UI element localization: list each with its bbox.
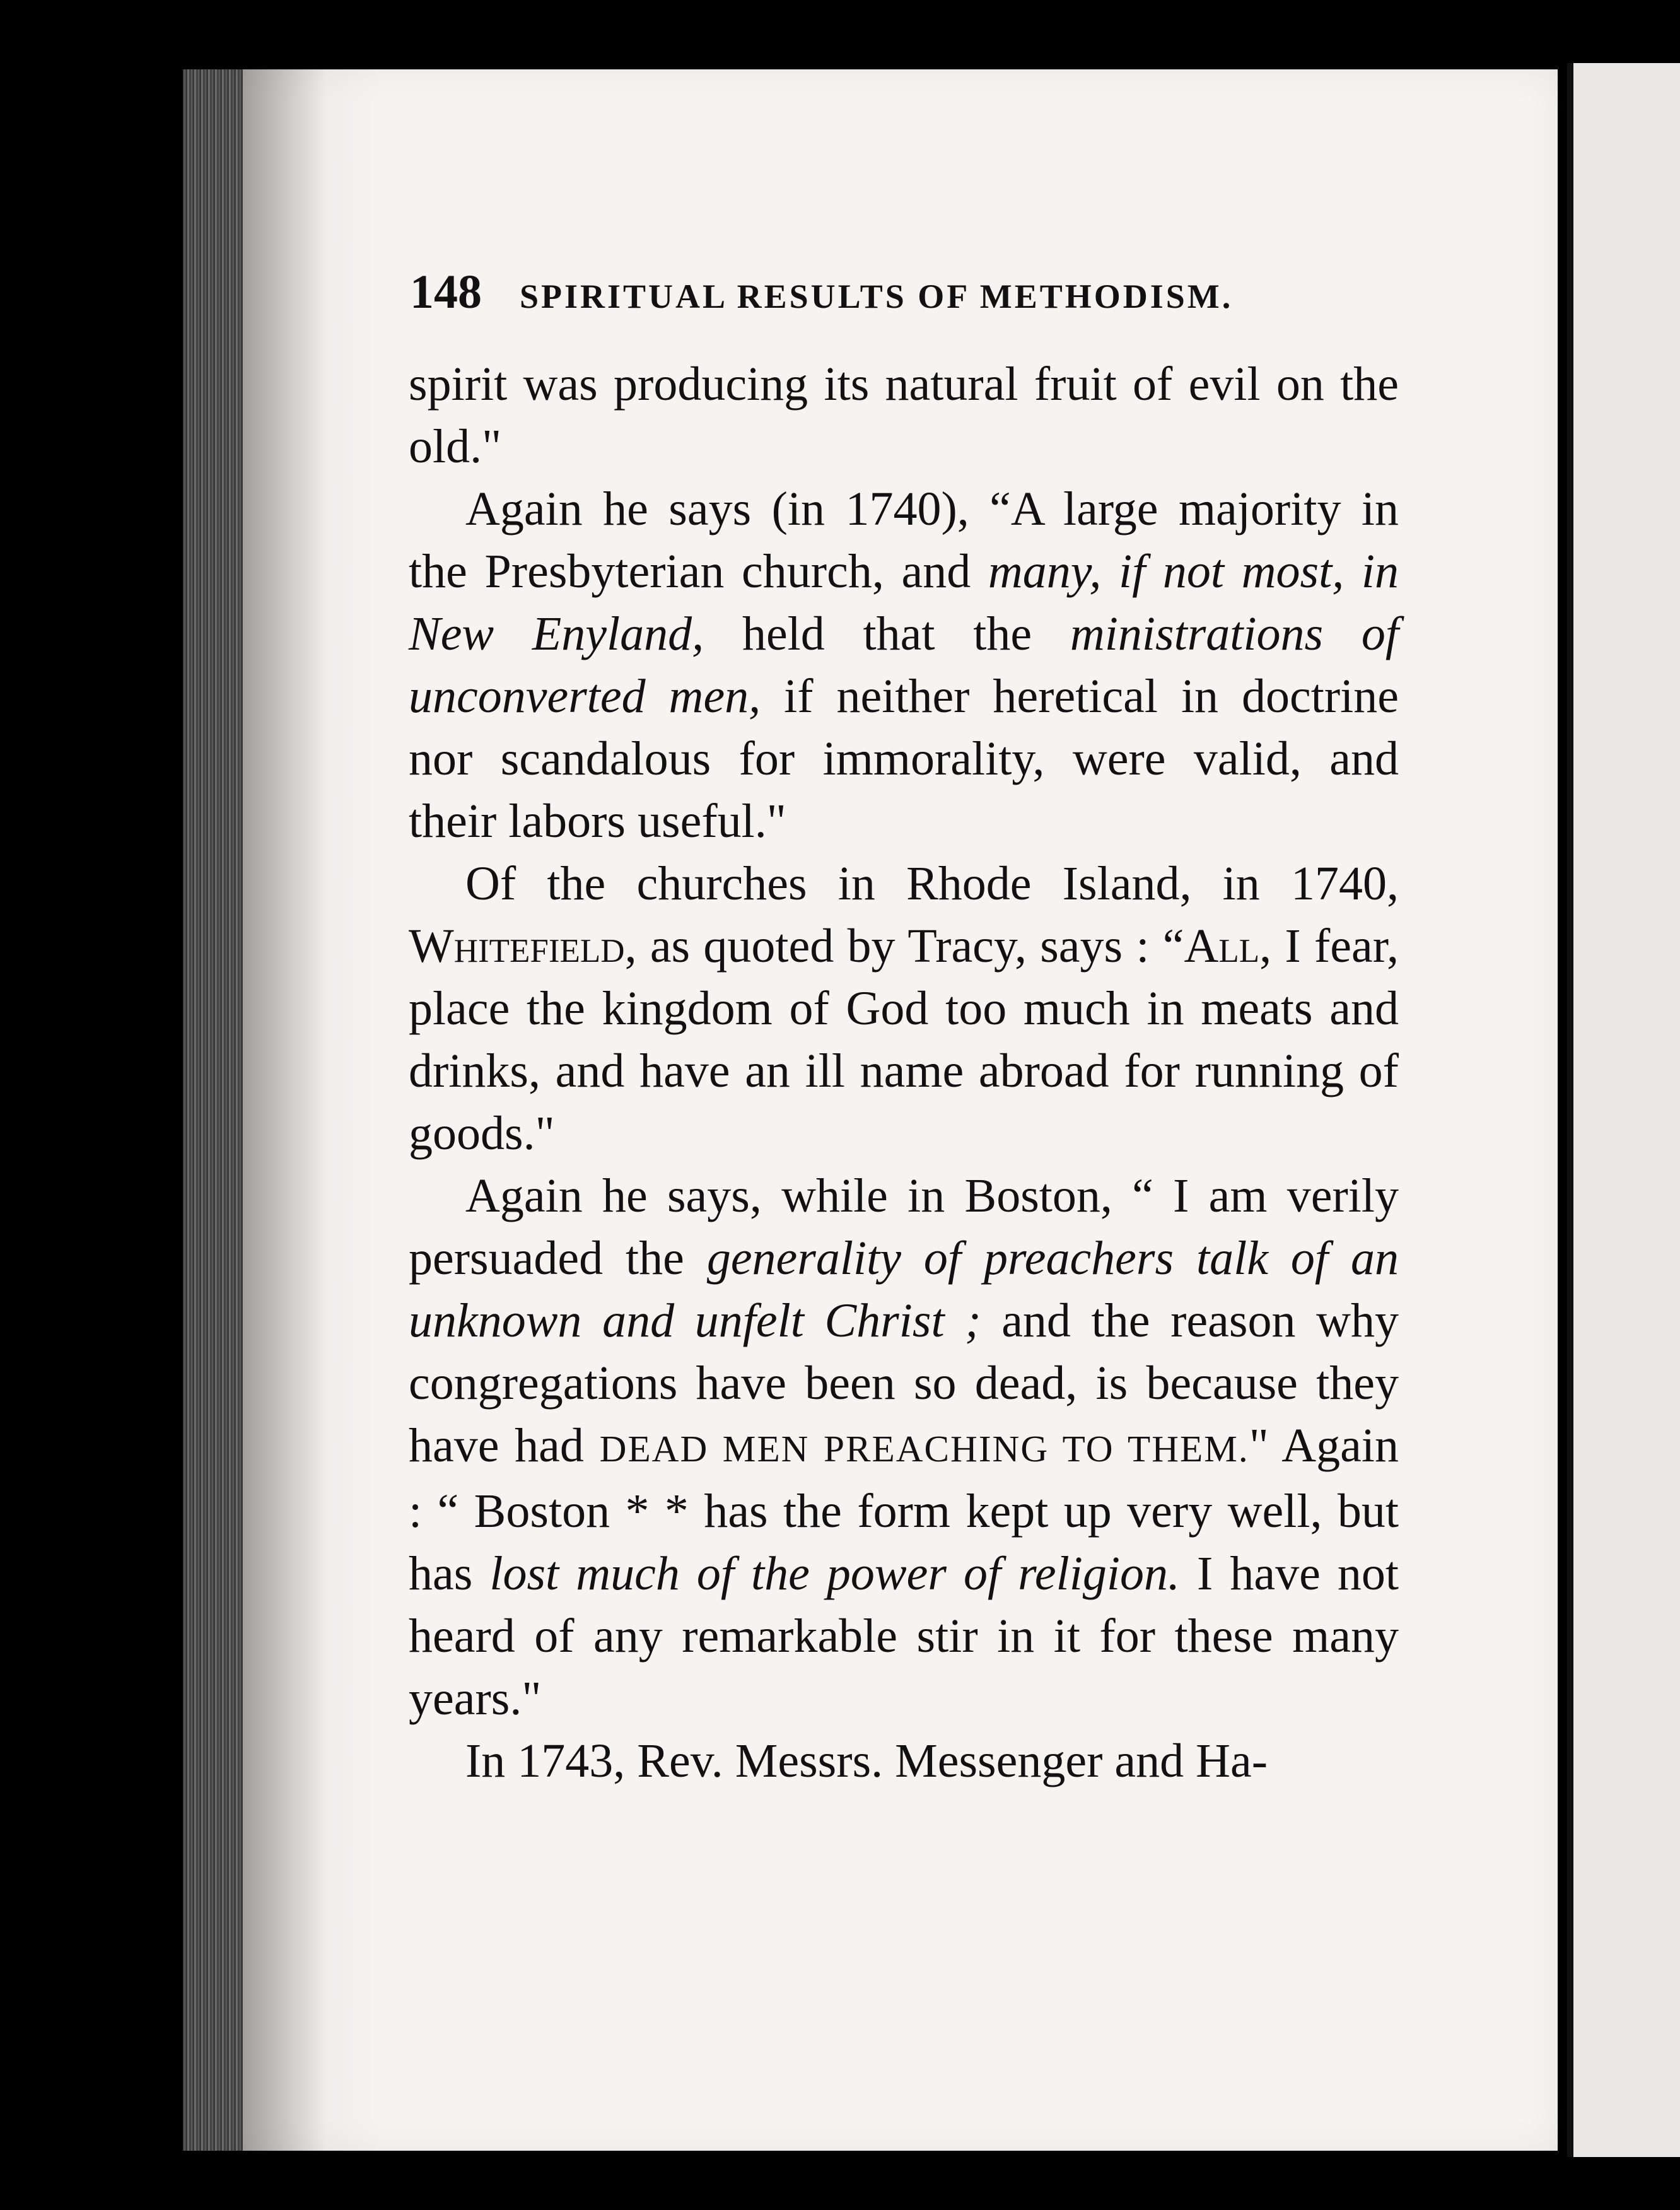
text-run: " Again : “ Boston * * has the form kept up very well, but has <box>409 1419 1399 1600</box>
paragraph-3 <box>409 853 1399 1165</box>
caps-run: DEAD MEN PREACHING TO THEM. <box>599 1428 1249 1470</box>
small-caps-run: Whitefield <box>409 920 625 973</box>
page-number: 148 <box>410 266 482 319</box>
facing-page-edge <box>1567 63 1680 2157</box>
italic-run: many, if not most, in New Enyland, <box>409 545 1399 660</box>
text-run: spirit was producing its natural fruit of evil on the old." <box>409 358 1399 473</box>
italic-run: ministrations of unconverted men, <box>409 607 1399 723</box>
italic-run: generality of preachers talk of an unknown and unfelt Christ ; <box>409 1232 1399 1347</box>
paragraph-2 <box>409 478 1399 853</box>
italic-run: lost much of the power of religion. <box>489 1547 1180 1600</box>
text-run: if neither heretical in doctrine nor scandalous for immorality, were valid, and their labors useful." <box>409 670 1399 848</box>
text-run: I have not heard of any remarkable stir in it for these many years." <box>409 1547 1399 1725</box>
gutter-shadow <box>243 69 382 2151</box>
text-run: Of the churches in Rhode Island, in 1740, <box>465 857 1399 910</box>
text-run: , I fear, place the kingdom of God too much in meats and drinks, and have an ill name abroad for running of goods." <box>409 920 1399 1160</box>
small-caps-run: All <box>1184 920 1260 973</box>
running-title: SPIRITUAL RESULTS OF METHODISM. <box>520 278 1234 315</box>
text-run: Again he says, while in Boston, “ I am verily persuaded the <box>409 1169 1399 1285</box>
body-text <box>409 353 1399 1792</box>
paragraph-5 <box>409 1730 1399 1792</box>
text-run: In 1743, Rev. Messrs. Messenger and Ha- <box>465 1734 1268 1787</box>
page-header <box>410 265 1293 320</box>
page-edge-stack <box>183 69 243 2151</box>
text-run: , as quoted by Tracy, says : “ <box>624 920 1184 973</box>
paragraph-1 <box>409 353 1399 478</box>
text-run: held that the <box>704 607 1070 660</box>
text-run: Again he says (in 1740), “A large majority in the Presbyterian church, and <box>409 482 1399 598</box>
paragraph-4 <box>409 1165 1399 1730</box>
text-run: and the reason why congregations have been so dead, is because they have had <box>409 1294 1399 1472</box>
